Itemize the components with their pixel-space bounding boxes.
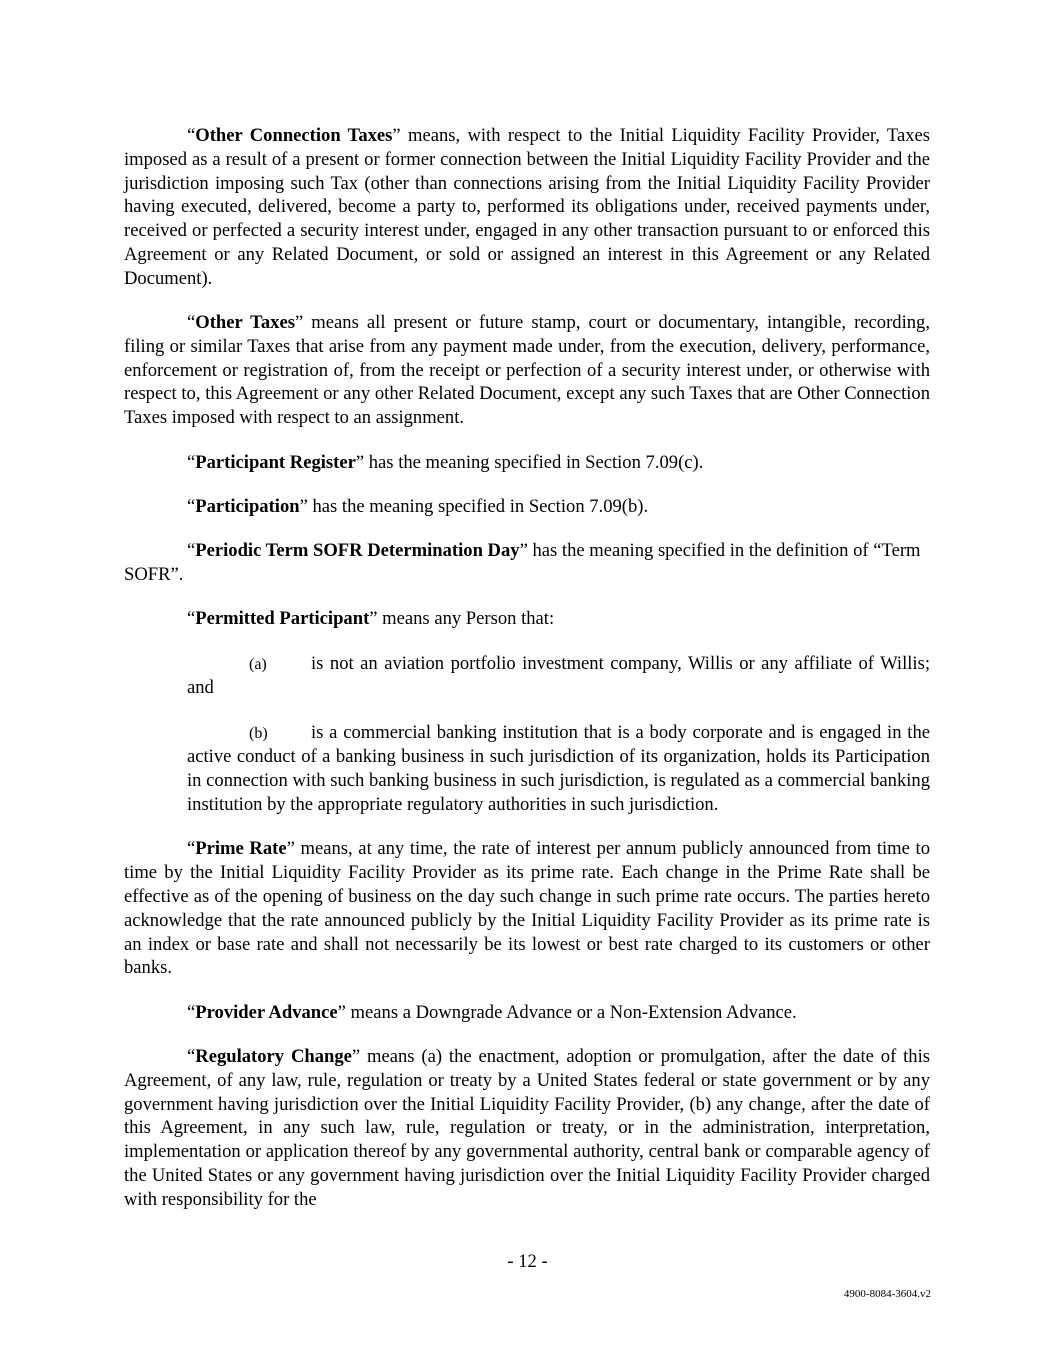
defined-term: Prime Rate xyxy=(195,838,287,860)
defined-term: Participant Register xyxy=(195,451,356,473)
definition-text: ” has the meaning specified in Section 7.09(c). xyxy=(355,451,704,473)
open-quote: “ xyxy=(187,1001,196,1023)
open-quote: “ xyxy=(187,495,196,517)
open-quote: “ xyxy=(187,451,196,473)
definition-permitted-participant xyxy=(124,607,930,631)
definition-other-connection-taxes xyxy=(124,124,930,291)
document-page xyxy=(124,124,930,1211)
definition-text: ” means (a) the enactment, adoption or promulgation, after the date of this Agreement, of any law, rule, regulation or treaty by a United States federal or state government or by any government having jurisdiction over the Initial Liquidity Facility Provider, (b) any change, after the date of this Agreement, in any such law, rule, regulation or treaty, or in the administration, interpretation, implementation or application thereof by any governmental authority, central bank or comparable agency of the United States or any government having jurisdiction over the Initial Liquidity Facility Provider charged with responsibility for the xyxy=(124,1045,930,1210)
open-quote: “ xyxy=(187,838,196,860)
definition-prime-rate xyxy=(124,837,930,980)
defined-term: Provider Advance xyxy=(195,1001,338,1023)
defined-term: Other Taxes xyxy=(195,312,295,334)
defined-term: Permitted Participant xyxy=(195,608,370,630)
definition-text: ” means, with respect to the Initial Liquidity Facility Provider, Taxes imposed as a result of a present or former connection between the Initial Liquidity Facility Provider and the jurisdiction imposing such Tax (other than connections arising from the Initial Liquidity Facility Provider having executed, delivered, become a party to, performed its obligations under, received payments under, received or perfected a security interest under, engaged in any other transaction pursuant to or enforced this Agreement or any Related Document, or sold or assigned an interest in this Agreement or any Related Document). xyxy=(124,125,930,289)
open-quote: “ xyxy=(187,312,196,334)
defined-term: Periodic Term SOFR Determination Day xyxy=(195,540,520,562)
definition-periodic-term-sofr-determination-day xyxy=(124,539,930,587)
open-quote: “ xyxy=(187,125,196,146)
subclause-text: is a commercial banking institution that is a body corporate and is engaged in the active conduct of a banking business in such jurisdiction of its organization, holds its Participation in connection with such banking business in such jurisdiction, is regulated as a commercial banking institution by the appropriate regulatory authorities in such jurisdiction. xyxy=(187,721,930,816)
defined-term: Other Connection Taxes xyxy=(195,125,393,146)
defined-term: Participation xyxy=(195,495,300,517)
open-quote: “ xyxy=(187,540,196,562)
definition-provider-advance xyxy=(124,1001,930,1025)
definition-regulatory-change xyxy=(124,1045,930,1212)
definition-text: ” has the meaning specified in Section 7.09(b). xyxy=(299,495,649,517)
definition-participant-register xyxy=(124,451,930,475)
definition-text: ” means any Person that: xyxy=(369,608,555,630)
subclause-label: (a) xyxy=(249,655,267,673)
definition-text: ” means a Downgrade Advance or a Non-Extension Advance. xyxy=(337,1001,797,1023)
definition-other-taxes xyxy=(124,311,930,430)
open-quote: “ xyxy=(187,608,196,630)
definition-participation xyxy=(124,495,930,519)
definition-text: ” has the meaning specified in the definition of “Term SOFR”. xyxy=(124,540,921,585)
subclause-b xyxy=(187,721,930,817)
defined-term: Regulatory Change xyxy=(195,1045,352,1067)
page-number: - 12 - xyxy=(507,1251,548,1272)
document-id: 4900-8084-3604.v2 xyxy=(843,1288,931,1300)
subclause-text: is not an aviation portfolio investment company, Willis or any affiliate of Willis; and xyxy=(187,652,930,699)
open-quote: “ xyxy=(187,1045,196,1067)
subclause-a xyxy=(187,652,930,701)
subclause-label: (b) xyxy=(249,724,268,742)
definition-text: ” means, at any time, the rate of interest per annum publicly announced from time to time by the Initial Liquidity Facility Provider as its prime rate. Each change in the Prime Rate shall be effective as of the opening of business on the day such change in such prime rate occurs. The parties hereto acknowledge that the rate announced publicly by the Initial Liquidity Facility Provider as its prime rate is an index or base rate and shall not necessarily be its lowest or best rate charged to its customers or other banks. xyxy=(124,838,930,979)
definition-text: ” means all present or future stamp, court or documentary, intangible, recording, filing or similar Taxes that arise from any payment made under, from the execution, delivery, performance, enforcement or registration of, from the receipt or perfection of a security interest under, or otherwise with respect to, this Agreement or any other Related Document, except any such Taxes that are Other Connection Taxes imposed with respect to an assignment. xyxy=(124,312,930,429)
